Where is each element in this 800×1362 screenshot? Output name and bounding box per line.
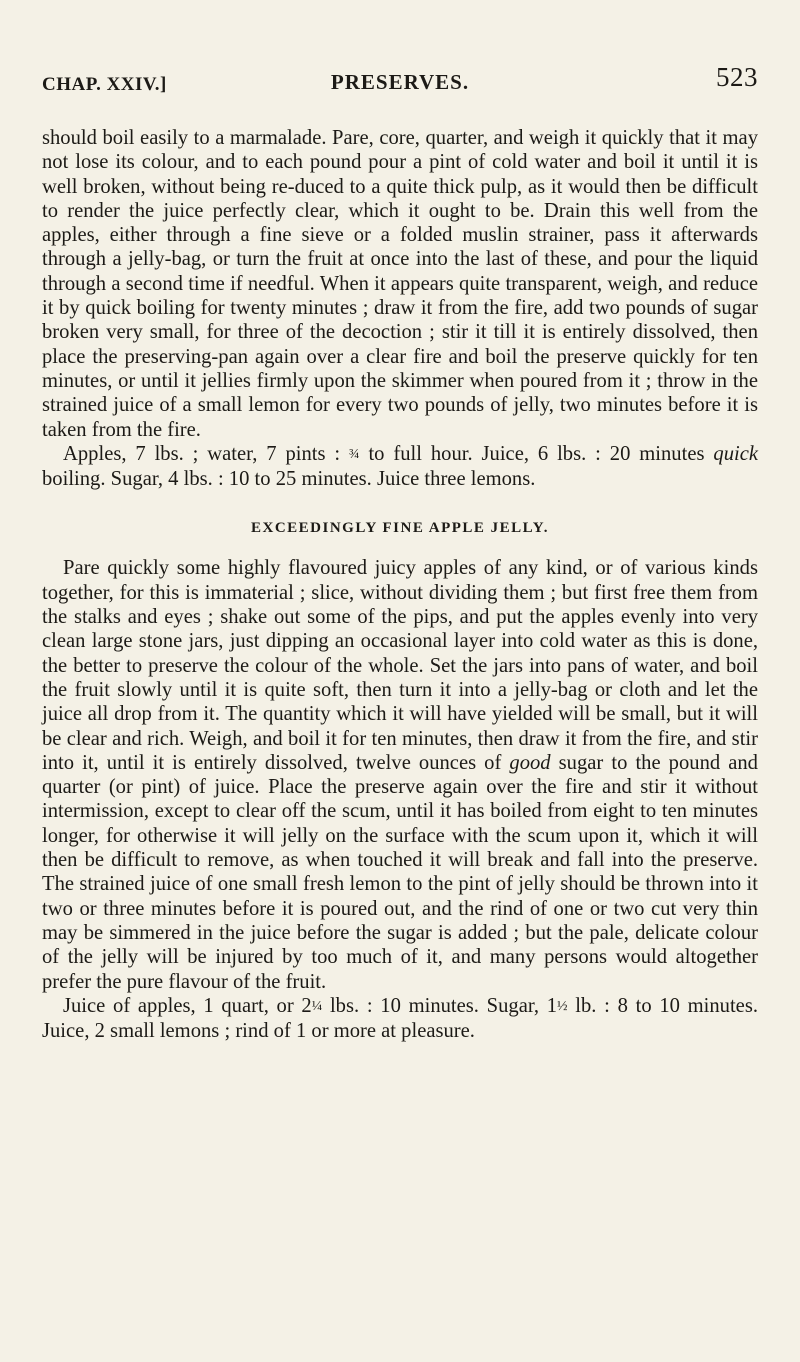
paragraph-quantities-apple-jelly <box>42 442 758 492</box>
emphasis-quick: quick <box>713 442 758 465</box>
quantities-text-2: to full hour. Juice, 6 lbs. : 20 minutes <box>368 442 705 465</box>
quantities-text-3: boiling. Sugar, 4 lbs. : 10 to 25 minutes. Juice three lemons. <box>42 468 536 491</box>
recipe-text-2: sugar to the pound and quarter (or pint) of juice. Place the preserve again over the fire and stir it without intermission, except to clear off the scum, until it has boiled from eight to ten minutes longer, for otherwise it will jelly on the surface with the scum upon it, which it will then be difficult to remove, as when touched it will break and fall into the preserve. The strained juice of one small fresh lemon to the pint of jelly should be thrown into it two or three minutes before it is poured out, and the rind of one or two cut very thin may be simmered in the juice before the sugar is added ; but the pale, delicate colour of the jelly will be injured by too much of it, and many persons would altogether prefer the pure flavour of the fruit. <box>42 751 758 993</box>
running-title: PRESERVES. <box>330 70 470 94</box>
paragraph-continued: should boil easily to a marmalade. Pare, core, quarter, and weigh it quickly that it may not lose its colour, and to each pound pour a pint of cold water and boil it until it is well broken, without being re-duced to a quite thick pulp, as it would then be difficult to render the juice perfectly clear, which it ought to be. Drain this well from the apples, either through a fine sieve or a folded muslin strainer, pass it afterwards through a jelly-bag, or turn the fruit at once into the last of these, and pour the liquid through a second time if needful. When it appears quite transparent, weigh, and reduce it by quick boiling for twenty minutes ; draw it from the fire, add two pounds of sugar broken very small, for three of the decoction ; stir it till it is entirely dissolved, then place the preserving-pan again over a clear fire and boil the preserve quickly for ten minutes, or until it jellies firmly upon the skimmer when poured from it ; throw in the strained juice of a small lemon for every two pounds of jelly, two minutes before it is taken from the fire. <box>42 127 758 441</box>
final-text-3: lb. : 8 to 10 minutes. Juice, 2 small lemons ; rind of 1 or more at pleasure. <box>42 994 758 1043</box>
fraction-one-quarter: ¼ <box>311 998 323 1014</box>
running-header <box>42 62 758 96</box>
chapter-label: CHAP. XXIV.] <box>42 74 167 95</box>
paragraph-quantities-fine-jelly <box>42 994 758 1044</box>
page-body <box>42 126 758 1043</box>
page-number: 523 <box>716 62 758 92</box>
paragraph-recipe <box>42 556 758 993</box>
quantities-text-1: Apples, 7 lbs. ; water, 7 pints : <box>63 442 341 465</box>
emphasis-good: good <box>509 751 551 774</box>
fraction-three-quarters: ¾ <box>349 446 360 462</box>
recipe-text-1: Pare quickly some highly flavoured juicy apples of any kind, or of various kinds together, for this is immaterial ; slice, without dividing them ; but first free them from the stalks and eyes ; shake out some of the pips, and put the apples evenly into very clean large stone jars, just dipping an occasional layer into cold water as this is done, the better to preserve the colour of the whole. Set the jars into pans of water, and boil the fruit slowly until it is quite soft, then turn it into a jelly-bag or cloth and let the juice all drop from it. The quantity which it will have yielded will be small, but it will be clear and rich. Weigh, and boil it for ten minutes, then draw it from the fire, and stir into it, until it is entirely dissolved, twelve ounces of <box>42 557 758 774</box>
fraction-one-half: ½ <box>557 998 568 1014</box>
final-text-1: Juice of apples, 1 quart, or 2 <box>63 994 312 1017</box>
final-text-2: lbs. : 10 minutes. Sugar, 1 <box>329 994 558 1017</box>
section-heading: EXCEEDINGLY FINE APPLE JELLY. <box>250 520 550 537</box>
